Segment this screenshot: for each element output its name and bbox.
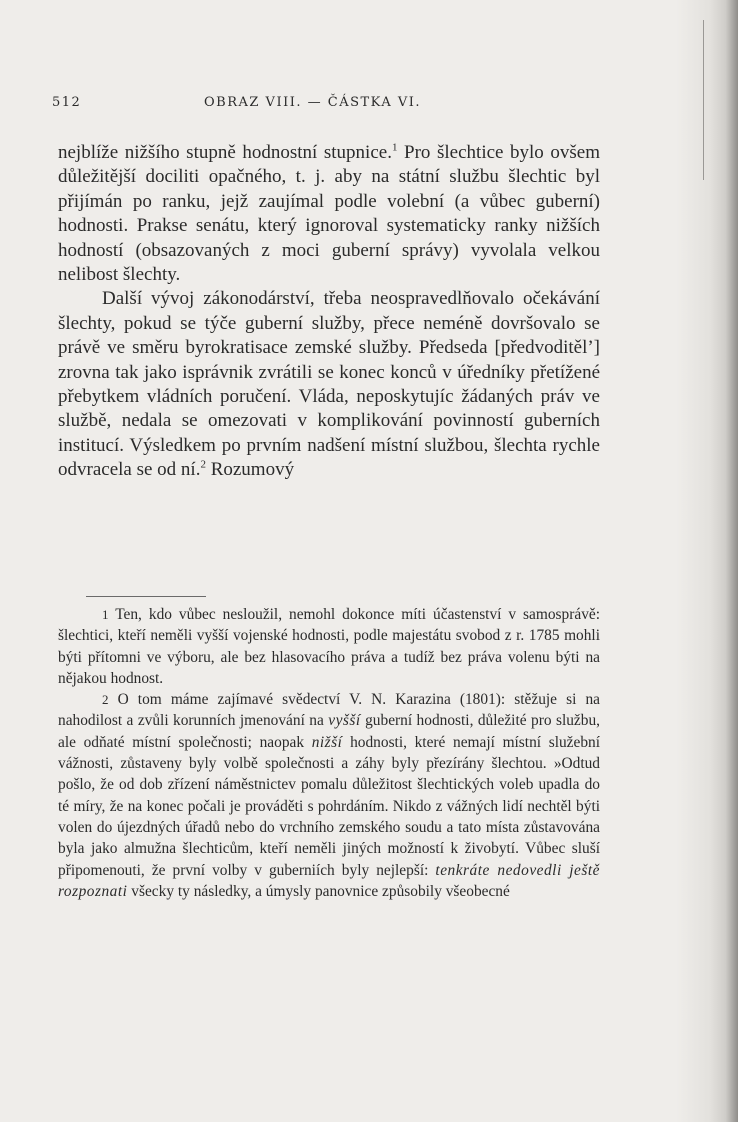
footnote-rule xyxy=(86,596,206,597)
footnote-2-italic-3: tenkráte nedovedli ještě rozpoznati xyxy=(58,861,600,900)
footnote-2-text-a: O tom máme zajímavé svědectví V. N. Karazina (1801): stěžuje si na nahodilost a zvůli korunních jmenování na xyxy=(58,691,600,730)
body-text xyxy=(58,141,600,483)
footnote-2-text-b: guberní hodnosti, důležité pro službu, ale odňaté místní společnosti; naopak xyxy=(58,712,600,751)
running-head xyxy=(52,95,600,115)
page-number: 512 xyxy=(52,95,82,110)
footnote-2-italic-2: nižší xyxy=(311,733,343,751)
paragraph-2 xyxy=(58,287,600,482)
page-edge xyxy=(676,0,738,1122)
paragraph-1-text-cont: Pro šlechtice bylo ovšem důležitější dociliti opačného, t. j. aby na státní službu šlechtic byl přijímán po ranku, jejž zaujímal podle volební (a vůbec guberní) hodnosti. Prakse senátu, který ignoroval systematicky ranky nižších hodností (obsazovaných z moci guberní správy) vyvolala velkou nelibost šlechty. xyxy=(58,142,600,286)
footnote-2-text-d: všecky ty následky, a úmysly panovnice způsobily všeobecné xyxy=(127,882,510,900)
paragraph-1 xyxy=(58,141,600,287)
footnote-1 xyxy=(58,604,600,689)
footnote-ref-2: 2 xyxy=(200,458,206,471)
running-title: OBRAZ VIII. — ČÁSTKA VI. xyxy=(204,95,422,110)
paragraph-1-text: nejblíže nižšího stupně hodnostní stupnice. xyxy=(58,142,392,163)
footnote-2-italic-1: vyšší xyxy=(328,712,361,730)
paragraph-2-text: Další vývoj zákonodárství, třeba neospravedlňovalo očekávání šlechty, pokud se týče guberní služby, přece neméně dovršovalo se právě ve směru byrokratisace zemské služby. Předseda [předvoditěl’] zrovna tak jako isprávnik zvrátili se konec konců v úředníky přetížené přebytkem vládních poručení. Vláda, neposkytujíc žádaných práv ve službě, nedala se omezovati v komplikování povinností guberních institucí. Výsledkem po prvním nadšení místní službou, šlechta rychle odvracela se od ní. xyxy=(58,288,600,481)
footnotes xyxy=(58,604,600,902)
footnote-2-number: 2 xyxy=(102,692,109,708)
paragraph-2-text-cont: Rozumový xyxy=(205,459,295,481)
book-page xyxy=(52,0,600,1122)
footnote-1-number: 1 xyxy=(102,607,109,622)
footnote-ref-1: 1 xyxy=(391,141,398,154)
footnote-2 xyxy=(58,689,600,902)
binding-line xyxy=(703,20,704,180)
footnote-2-text-c: hodnosti, které nemají místní služební vážnosti, zůstaveny byly volbě společnosti a záhy byly přezírány šlechtou. »Odtud pošlo, že od dob zřízení náměstnictev pomalu důležitost šlechtických voleb upadla do té míry, že na konec počali je prováděti s pohrdáním. Nikdo z vážných lidí nechtěl býti volen do újezdných úřadů nebo do vrchního zemského soudu a tato místa zůstavována byla jako almužna šlechticům, kteří neměli jiných možností k živobytí. Vůbec sluší připomenouti, že první volby v guberniích byly nejlepší: xyxy=(58,733,600,879)
footnote-1-text: Ten, kdo vůbec nesloužil, nemohl dokonce míti účastenství v samosprávě: šlechtici, kteří neměli vyšší vojenské hodnosti, podle majestátu svobod z r. 1785 mohli býti přítomni ve výboru, ale bez hlasovacího práva a tudíž bez práva volenu býti na nějakou hodnost. xyxy=(58,606,600,687)
